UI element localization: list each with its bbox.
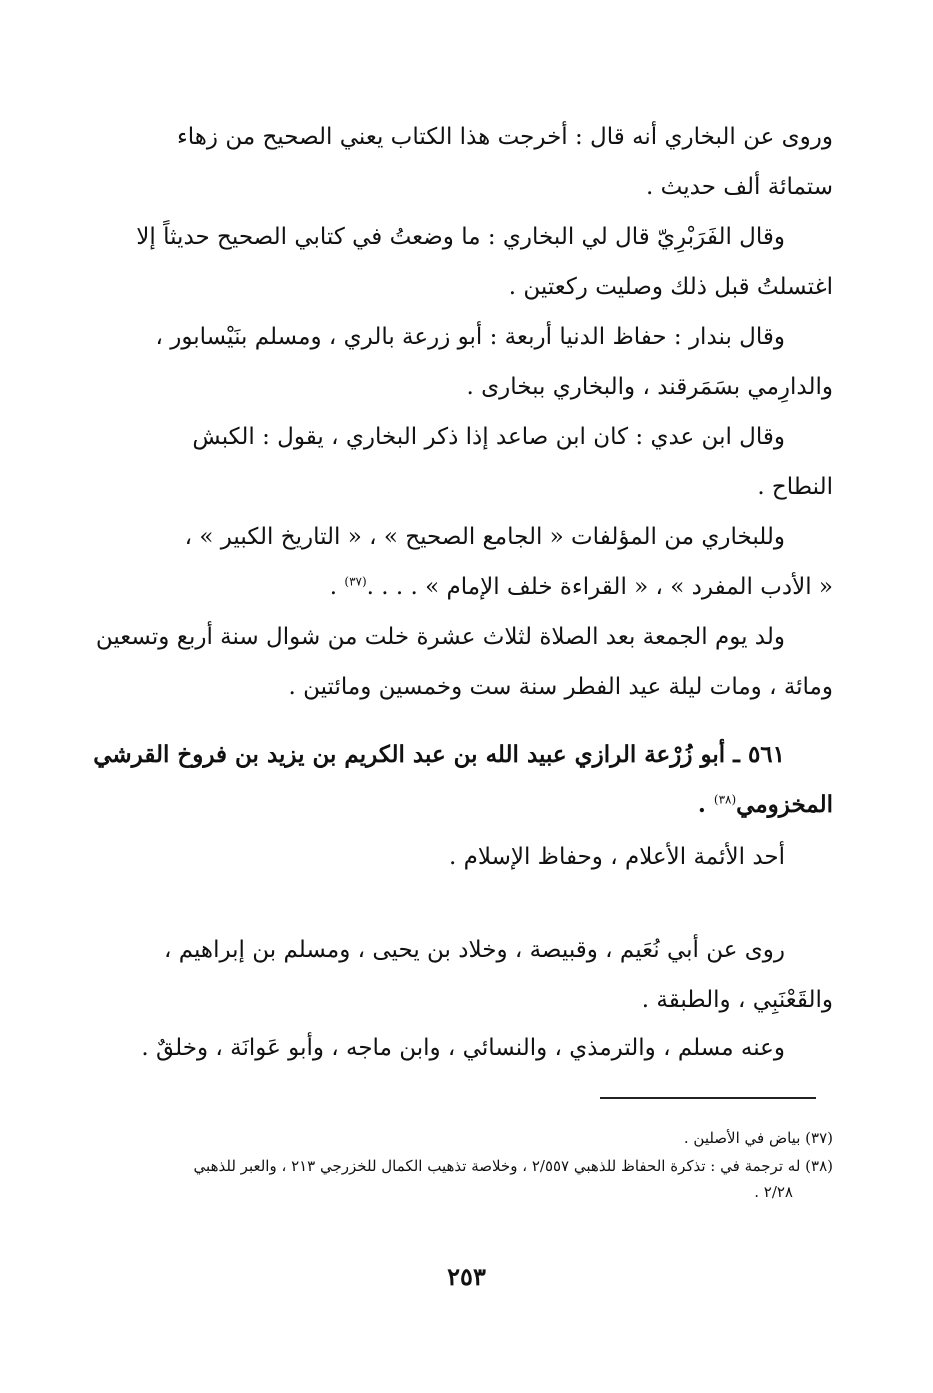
paragraph-line: وقال ابن عدي : كان ابن صاعد إذا ذكر البخاري ، يقول : الكبش xyxy=(192,424,785,450)
footnote-37 xyxy=(120,1125,833,1151)
paragraph-line: اغتسلتُ قبل ذلك وصليت ركعتين . xyxy=(508,274,833,300)
paragraph-line: ٥٦١ ـ أبو زُرْعة الرازي عبيد الله بن عبد الكريم بن يزيد بن فروخ القرشي xyxy=(93,741,785,768)
footnote-38 xyxy=(120,1153,833,1205)
paragraph-line: أحد الأئمة الأعلام ، وحفاظ الإسلام . xyxy=(449,844,785,870)
paragraph-line: والدارِمي بسَمَرقند ، والبخاري ببخارى . xyxy=(466,374,833,400)
paragraph-line: وروى عن البخاري أنه قال : أخرجت هذا الكتاب يعني الصحيح من زهاء xyxy=(176,124,833,150)
paragraph-line: وعنه مسلم ، والترمذي ، والنسائي ، وابن ماجه ، وأبو عَوانَة ، وخلقٌ . xyxy=(141,1035,785,1061)
footnote-line: (٣٨) له ترجمة في : تذكرة الحفاظ للذهبي ٢/٥٥٧ ، وخلاصة تذهيب الكمال للخزرجي ٢١٣ ، والعبر للذهبي xyxy=(193,1157,833,1175)
paragraph-2 xyxy=(130,212,833,312)
paragraph-line xyxy=(130,780,833,830)
footnote-line: ٢/٢٨ . xyxy=(754,1183,793,1201)
paragraph-line: روى عن أبي نُعَيم ، وقبيصة ، وخلاد بن يحيى ، ومسلم بن إبراهيم ، xyxy=(163,937,785,963)
paragraph-line: ولد يوم الجمعة بعد الصلاة لثلاث عشرة خلت من شوال سنة أربع وتسعين xyxy=(95,624,785,650)
footnote-ref: (٣٧) xyxy=(344,574,367,589)
footnote-divider xyxy=(600,1097,816,1099)
paragraph-line: وقال الفَرَبْرِيّ قال لي البخاري : ما وضعتُ في كتابي الصحيح حديثاً إلا xyxy=(136,224,785,250)
paragraph-tail: . xyxy=(697,791,714,818)
footnote-line: (٣٧) بياض في الأصلين . xyxy=(683,1129,833,1147)
paragraph-tail: . xyxy=(329,574,345,600)
paragraph-line xyxy=(130,562,833,612)
paragraph-8 xyxy=(130,925,833,1025)
paragraph-line: والقَعْنَبِي ، والطبقة . xyxy=(641,987,833,1013)
paragraph-9 xyxy=(130,1023,833,1073)
paragraph-line: ومائة ، ومات ليلة عيد الفطر سنة ست وخمسين ومائتين . xyxy=(288,674,833,700)
paragraph-line: وللبخاري من المؤلفات « الجامع الصحيح » ، « التاريخ الكبير » ، xyxy=(184,524,785,550)
paragraph-6 xyxy=(95,612,833,712)
paragraph-text: « الأدب المفرد » ، « القراءة خلف الإمام » . . . . xyxy=(366,574,833,600)
biography-entry-heading xyxy=(93,730,833,830)
paragraph-line: ستمائة ألف حديث . xyxy=(646,174,833,200)
paragraph-1 xyxy=(130,112,833,212)
footnote-ref: (٣٨) xyxy=(713,792,737,807)
paragraph-5 xyxy=(130,512,833,612)
paragraph-text: المخزومي xyxy=(736,791,833,818)
paragraph-line: النطاح . xyxy=(757,474,833,500)
paragraph-7 xyxy=(130,832,833,882)
page-number: ٢٥٣ xyxy=(447,1262,486,1291)
paragraph-line: وقال بندار : حفاظ الدنيا أربعة : أبو زرعة بالري ، ومسلم بنَيْسابور ، xyxy=(155,324,785,350)
paragraph-4 xyxy=(130,412,833,512)
paragraph-3 xyxy=(130,312,833,412)
